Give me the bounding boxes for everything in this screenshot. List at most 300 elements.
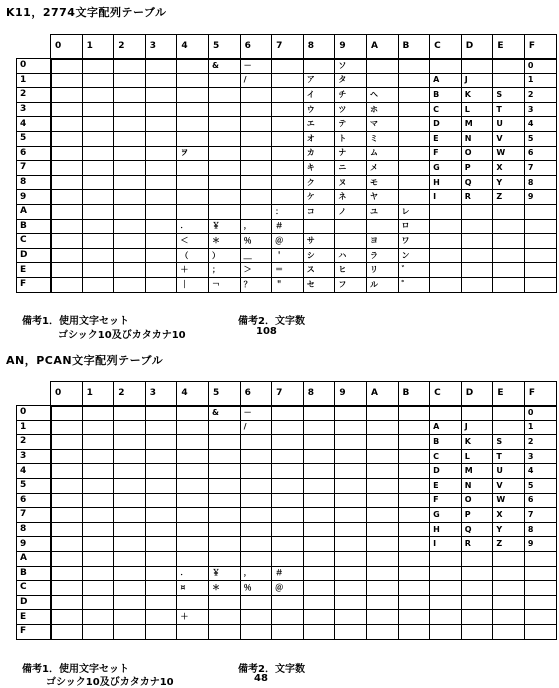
row-header: F xyxy=(17,277,51,292)
char-table xyxy=(16,34,557,293)
table-cell xyxy=(366,508,398,523)
column-header: F xyxy=(524,382,556,406)
table-cell xyxy=(51,73,83,88)
table-cell xyxy=(366,435,398,450)
table-cell xyxy=(208,204,240,219)
table-cell: ＋ xyxy=(177,610,209,625)
table-cell: C xyxy=(430,449,462,464)
table-cell: D xyxy=(430,117,462,132)
table-cell xyxy=(82,610,114,625)
table-cell xyxy=(493,566,525,581)
table-cell: ？ xyxy=(240,277,272,292)
table-cell: メ xyxy=(366,161,398,176)
table-row xyxy=(17,131,557,146)
column-header: 4 xyxy=(177,382,209,406)
table-cell xyxy=(430,406,462,421)
table-cell xyxy=(272,102,304,117)
table-cell: / xyxy=(240,73,272,88)
table-row xyxy=(17,59,557,74)
table-cell: L xyxy=(461,102,493,117)
table-cell xyxy=(398,435,430,450)
table-cell xyxy=(114,102,146,117)
table-cell xyxy=(272,449,304,464)
table-cell: U xyxy=(493,117,525,132)
table-cell xyxy=(51,204,83,219)
table-cell: X xyxy=(493,161,525,176)
table-cell xyxy=(145,610,177,625)
table-cell xyxy=(303,478,335,493)
table-cell: ％ xyxy=(240,581,272,596)
table-cell xyxy=(430,204,462,219)
table-cell xyxy=(524,234,556,249)
table-cell xyxy=(398,131,430,146)
row-header: B xyxy=(17,219,51,234)
table-cell xyxy=(272,131,304,146)
table-cell xyxy=(461,595,493,610)
table-cell xyxy=(145,420,177,435)
table-cell: モ xyxy=(366,175,398,190)
table-cell: C xyxy=(430,102,462,117)
table-cell xyxy=(177,508,209,523)
table-cell xyxy=(398,566,430,581)
table-cell xyxy=(335,595,367,610)
table-cell xyxy=(461,59,493,74)
table-cell: ム xyxy=(366,146,398,161)
table-cell: ゜ xyxy=(398,277,430,292)
table-cell xyxy=(82,277,114,292)
table-cell: S xyxy=(493,435,525,450)
row-header: B xyxy=(17,566,51,581)
table-row xyxy=(17,234,557,249)
table-cell xyxy=(82,522,114,537)
table-cell xyxy=(177,406,209,421)
table-cell xyxy=(208,73,240,88)
column-header: C xyxy=(430,382,462,406)
table-cell xyxy=(114,478,146,493)
table-cell: T xyxy=(493,449,525,464)
table-cell: ． xyxy=(177,219,209,234)
table-cell xyxy=(461,624,493,639)
table-cell xyxy=(493,73,525,88)
table-cell: 2 xyxy=(524,88,556,103)
table-cell: ラ xyxy=(366,248,398,263)
table-cell: 3 xyxy=(524,449,556,464)
table-cell xyxy=(82,263,114,278)
table-cell: ￥ xyxy=(208,219,240,234)
table-cell xyxy=(366,551,398,566)
table-cell xyxy=(114,420,146,435)
table-cell xyxy=(208,175,240,190)
table-row xyxy=(17,566,557,581)
table-cell xyxy=(145,175,177,190)
table-cell: Z xyxy=(493,190,525,205)
table-cell xyxy=(366,493,398,508)
table-cell xyxy=(145,406,177,421)
table-cell xyxy=(240,102,272,117)
row-header: 7 xyxy=(17,508,51,523)
table-cell: ％ xyxy=(240,234,272,249)
column-header: 7 xyxy=(272,35,304,59)
table-cell xyxy=(240,161,272,176)
table-cell xyxy=(398,146,430,161)
table-row xyxy=(17,73,557,88)
table-cell xyxy=(335,522,367,537)
table-cell xyxy=(272,88,304,103)
table-cell xyxy=(461,566,493,581)
table-cell: I xyxy=(430,537,462,552)
table-cell: O xyxy=(461,493,493,508)
table-cell xyxy=(430,263,462,278)
table-cell: / xyxy=(240,420,272,435)
table-cell xyxy=(177,190,209,205)
table-cell xyxy=(114,117,146,132)
note-1-label: 備考1．使用文字セット xyxy=(22,664,129,675)
table-cell xyxy=(145,88,177,103)
table-cell xyxy=(145,73,177,88)
table-row xyxy=(17,117,557,132)
table-cell xyxy=(177,435,209,450)
header-row xyxy=(17,382,557,406)
table-cell xyxy=(208,102,240,117)
table-cell xyxy=(82,508,114,523)
note-2-label: 備考2．文字数 xyxy=(238,664,305,675)
table-cell xyxy=(51,102,83,117)
table-cell: G xyxy=(430,161,462,176)
table-cell xyxy=(145,522,177,537)
column-header: 8 xyxy=(303,382,335,406)
table-cell: I xyxy=(430,190,462,205)
table-cell: ヘ xyxy=(366,88,398,103)
table-cell xyxy=(366,537,398,552)
table-cell xyxy=(240,610,272,625)
table-cell xyxy=(145,435,177,450)
table-cell: ユ xyxy=(366,204,398,219)
table-cell xyxy=(145,234,177,249)
table-cell: N xyxy=(461,478,493,493)
column-header: 2 xyxy=(114,382,146,406)
table-cell xyxy=(335,449,367,464)
table-cell xyxy=(114,263,146,278)
row-header: 6 xyxy=(17,146,51,161)
table-cell xyxy=(114,406,146,421)
table-cell xyxy=(82,406,114,421)
table-cell xyxy=(366,610,398,625)
table-cell xyxy=(240,624,272,639)
row-header: C xyxy=(17,581,51,596)
table-cell: S xyxy=(493,88,525,103)
table-cell: ＃ xyxy=(272,219,304,234)
table-cell xyxy=(208,522,240,537)
table-cell xyxy=(398,595,430,610)
table-cell xyxy=(114,566,146,581)
table-cell: ＋ xyxy=(177,263,209,278)
row-header: 9 xyxy=(17,190,51,205)
table-cell: & xyxy=(208,406,240,421)
table-cell xyxy=(145,117,177,132)
table-cell xyxy=(177,88,209,103)
table-cell xyxy=(366,624,398,639)
table-cell xyxy=(272,117,304,132)
table-cell xyxy=(240,508,272,523)
table-cell xyxy=(82,59,114,74)
table-cell xyxy=(430,219,462,234)
table-cell xyxy=(114,537,146,552)
table-title: K11，2774文字配列テーブル xyxy=(6,6,167,19)
column-header: 5 xyxy=(208,382,240,406)
table-cell xyxy=(51,478,83,493)
table-cell: － xyxy=(240,406,272,421)
table-cell: 4 xyxy=(524,117,556,132)
table-cell: H xyxy=(430,175,462,190)
table-cell: N xyxy=(461,131,493,146)
table-corner xyxy=(17,35,51,59)
table-cell xyxy=(82,493,114,508)
table-cell xyxy=(177,493,209,508)
table-cell xyxy=(51,464,83,479)
column-header: C xyxy=(430,35,462,59)
table-cell xyxy=(272,537,304,552)
table-cell xyxy=(335,406,367,421)
table-cell: O xyxy=(461,146,493,161)
table-cell xyxy=(493,610,525,625)
table-cell xyxy=(114,522,146,537)
column-header: A xyxy=(366,382,398,406)
table-cell xyxy=(493,420,525,435)
table-cell: R xyxy=(461,537,493,552)
table-corner xyxy=(17,382,51,406)
table-cell: ヌ xyxy=(335,175,367,190)
table-cell xyxy=(303,435,335,450)
table-cell: U xyxy=(493,464,525,479)
table-cell: ワ xyxy=(398,234,430,249)
column-header: 3 xyxy=(145,35,177,59)
table-cell: F xyxy=(430,146,462,161)
table-cell xyxy=(240,537,272,552)
table-cell: V xyxy=(493,131,525,146)
table-cell xyxy=(145,131,177,146)
table-row xyxy=(17,493,557,508)
table-cell xyxy=(240,204,272,219)
table-cell xyxy=(430,624,462,639)
table-cell xyxy=(240,522,272,537)
table-cell: セ xyxy=(303,277,335,292)
table-cell xyxy=(303,219,335,234)
table-cell xyxy=(493,595,525,610)
table-cell xyxy=(240,449,272,464)
table-cell: ， xyxy=(240,219,272,234)
table-cell xyxy=(114,73,146,88)
table-cell: ン xyxy=(398,248,430,263)
table-cell xyxy=(114,435,146,450)
note-1-value: ゴシック10及びカタカナ10 xyxy=(58,330,186,341)
table-cell xyxy=(145,464,177,479)
table-cell xyxy=(208,88,240,103)
table-cell xyxy=(398,102,430,117)
table-cell xyxy=(335,566,367,581)
table-cell xyxy=(82,581,114,596)
table-cell xyxy=(524,277,556,292)
table-cell: P xyxy=(461,161,493,176)
table-cell xyxy=(240,190,272,205)
table-cell xyxy=(303,464,335,479)
table-cell xyxy=(524,204,556,219)
table-cell xyxy=(272,406,304,421)
table-cell xyxy=(177,449,209,464)
table-cell xyxy=(493,277,525,292)
table-cell: ， xyxy=(240,566,272,581)
table-cell xyxy=(177,161,209,176)
table-cell: ＂ xyxy=(272,277,304,292)
table-cell xyxy=(208,493,240,508)
row-header: E xyxy=(17,610,51,625)
table-cell: ウ xyxy=(303,102,335,117)
table-cell xyxy=(145,277,177,292)
column-header: 9 xyxy=(335,35,367,59)
table-cell xyxy=(240,595,272,610)
table-cell xyxy=(82,478,114,493)
table-cell xyxy=(82,551,114,566)
table-cell xyxy=(335,420,367,435)
table-cell xyxy=(303,406,335,421)
table-cell xyxy=(82,219,114,234)
table-cell: ￥ xyxy=(208,566,240,581)
table-cell: ｜ xyxy=(177,277,209,292)
table-cell: 5 xyxy=(524,478,556,493)
table-cell: Y xyxy=(493,175,525,190)
table-cell: （ xyxy=(177,248,209,263)
table-cell xyxy=(114,219,146,234)
column-header: 4 xyxy=(177,35,209,59)
table-cell xyxy=(524,581,556,596)
table-cell xyxy=(51,277,83,292)
table-cell xyxy=(272,175,304,190)
char-table xyxy=(16,381,557,640)
table-cell: H xyxy=(430,522,462,537)
table-cell xyxy=(335,581,367,596)
table-cell: W xyxy=(493,493,525,508)
table-cell xyxy=(430,595,462,610)
table-cell xyxy=(177,204,209,219)
table-cell xyxy=(51,551,83,566)
table-cell xyxy=(493,263,525,278)
table-cell: エ xyxy=(303,117,335,132)
table-cell xyxy=(493,551,525,566)
table-cell: F xyxy=(430,493,462,508)
table-cell xyxy=(145,581,177,596)
table-cell: Q xyxy=(461,522,493,537)
row-header: 8 xyxy=(17,175,51,190)
table-cell xyxy=(114,624,146,639)
table-cell: ホ xyxy=(366,102,398,117)
table-row xyxy=(17,522,557,537)
table-cell xyxy=(114,59,146,74)
table-cell xyxy=(177,420,209,435)
table-cell xyxy=(177,478,209,493)
table-cell xyxy=(82,88,114,103)
table-cell: ＜ xyxy=(177,234,209,249)
table-cell xyxy=(82,537,114,552)
table-row xyxy=(17,610,557,625)
table-cell: 5 xyxy=(524,131,556,146)
table-cell xyxy=(303,595,335,610)
table-cell: Q xyxy=(461,175,493,190)
table-cell xyxy=(208,508,240,523)
table-cell xyxy=(493,406,525,421)
row-header: C xyxy=(17,234,51,249)
table-cell xyxy=(366,566,398,581)
column-header: D xyxy=(461,35,493,59)
table-cell xyxy=(303,624,335,639)
table-cell xyxy=(114,508,146,523)
table-cell: － xyxy=(240,59,272,74)
table-cell xyxy=(208,435,240,450)
table-cell xyxy=(366,219,398,234)
table-cell: 6 xyxy=(524,146,556,161)
table-cell: ＊ xyxy=(208,581,240,596)
table-cell xyxy=(272,551,304,566)
table-cell xyxy=(51,59,83,74)
table-cell xyxy=(208,146,240,161)
table-cell xyxy=(51,175,83,190)
table-cell: 2 xyxy=(524,435,556,450)
row-header: 2 xyxy=(17,435,51,450)
table-cell xyxy=(145,624,177,639)
table-cell xyxy=(430,59,462,74)
table-cell xyxy=(208,449,240,464)
table-cell xyxy=(208,551,240,566)
table-cell xyxy=(82,595,114,610)
note-2-value: 108 xyxy=(256,326,277,337)
table-cell xyxy=(398,537,430,552)
table-cell: 0 xyxy=(524,59,556,74)
table-cell xyxy=(366,522,398,537)
table-cell: D xyxy=(430,464,462,479)
table-cell xyxy=(177,595,209,610)
table-cell xyxy=(177,59,209,74)
table-cell xyxy=(114,595,146,610)
table-cell xyxy=(335,624,367,639)
table-row xyxy=(17,277,557,292)
table-cell xyxy=(272,478,304,493)
row-header: A xyxy=(17,551,51,566)
table-cell xyxy=(272,435,304,450)
table-cell xyxy=(493,204,525,219)
table-cell xyxy=(177,102,209,117)
table-cell xyxy=(303,449,335,464)
table-cell xyxy=(272,624,304,639)
table-cell xyxy=(398,161,430,176)
row-header: E xyxy=(17,263,51,278)
table-cell xyxy=(524,566,556,581)
table-cell xyxy=(366,449,398,464)
table-row xyxy=(17,102,557,117)
table-cell xyxy=(335,537,367,552)
table-cell: ナ xyxy=(335,146,367,161)
table-cell xyxy=(145,263,177,278)
table-cell: 8 xyxy=(524,175,556,190)
table-cell xyxy=(272,59,304,74)
column-header: B xyxy=(398,382,430,406)
table-cell: ＠ xyxy=(272,234,304,249)
table-cell: 9 xyxy=(524,190,556,205)
table-cell xyxy=(177,464,209,479)
table-cell xyxy=(524,624,556,639)
table-cell xyxy=(145,493,177,508)
column-header: 9 xyxy=(335,382,367,406)
table-cell: キ xyxy=(303,161,335,176)
table-cell xyxy=(51,610,83,625)
table-row xyxy=(17,581,557,596)
